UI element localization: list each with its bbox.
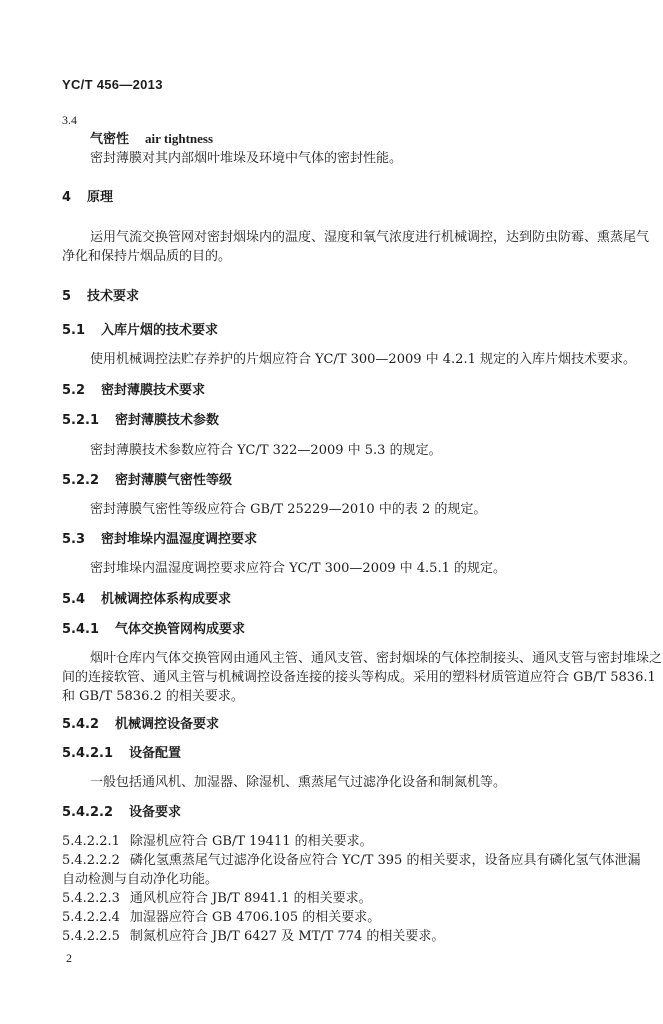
section-heading-5-1 [62,323,218,339]
item-number: 5.4.2.2.3 [62,891,120,906]
section-heading-5 [62,289,139,305]
section-number: 5.3 [62,532,86,547]
section-number: 5.4.2.1 [62,746,113,761]
page-number: 2 [66,951,72,965]
section-number: 5.1 [62,323,86,338]
section-heading-5-2 [62,383,205,399]
section-title: 气体交换管网构成要求 [115,622,246,637]
section-title: 原理 [87,190,114,205]
section-number-3-4: 3.4 [62,113,77,127]
section-title: 密封薄膜技术参数 [115,413,220,428]
section-number: 5.2.2 [62,473,100,488]
item-text: 磷化氢熏蒸尾气过滤净化设备应符合 YC/T 395 的相关要求，设备应具有磷化氢气体泄漏 [129,853,641,868]
paragraph-5-4-1-line-2: 间的连接软管、通风主管与机械调控设备连接的接头等构成。采用的塑料材质管道应符合 GB/T 5836.1 [62,670,656,685]
list-item [62,853,640,869]
item-text: 通风机应符合 JB/T 8941.1 的相关要求。 [129,891,372,906]
term-en: air tightness [145,131,214,146]
section-title: 密封薄膜技术要求 [101,383,206,398]
section-number: 5.2 [62,383,86,398]
section-title: 机械调控体系构成要求 [101,592,232,607]
paragraph-5-2-2: 密封薄膜气密性等级应符合 GB/T 25229—2010 中的表 2 的规定。 [90,502,487,517]
item-text: 制氮机应符合 JB/T 6427 及 MT/T 774 的相关要求。 [129,929,445,944]
section-number: 5 [62,289,72,304]
list-item [62,929,444,945]
list-item-continuation: 自动检测与自动净化功能。 [62,872,219,887]
list-item [62,910,380,926]
section-heading-5-2-2 [62,473,232,489]
section-heading-5-4-2-2 [62,805,181,821]
section-title: 设备要求 [129,805,182,820]
list-item [62,834,373,850]
section-title: 密封薄膜气密性等级 [115,473,233,488]
paragraph-5-4-2-1: 一般包括通风机、加湿器、除湿机、熏蒸尾气过滤净化设备和制氮机等。 [90,775,507,790]
section-title: 机械调控设备要求 [115,717,220,732]
item-number: 5.4.2.2.1 [62,834,120,849]
section-heading-5-4-2-1 [62,746,181,762]
section-title: 技术要求 [87,289,140,304]
term-definition: 密封薄膜对其内部烟叶堆垛及环境中气体的密封性能。 [90,151,403,166]
item-text: 除湿机应符合 GB/T 19411 的相关要求。 [129,834,373,849]
term-zh: 气密性 [90,132,130,147]
item-number: 5.4.2.2.5 [62,929,120,944]
section-number: 5.4.2 [62,717,100,732]
paragraph-4-line-2: 净化和保持片烟品质的目的。 [62,249,232,264]
section-number: 4 [62,190,72,205]
section-heading-5-4-2 [62,717,219,733]
section-number: 5.4.1 [62,622,100,637]
paragraph-5-4-1-line-3: 和 GB/T 5836.2 的相关要求。 [62,689,244,704]
section-heading-5-2-1 [62,413,219,429]
section-heading-5-3 [62,532,257,548]
paragraph-4-line-1: 运用气流交换管网对密封烟垛内的温度、湿度和氧气浓度进行机械调控，达到防虫防霉、熏蒸尾气 [90,230,650,245]
section-title: 密封堆垛内温湿度调控要求 [101,532,258,547]
section-heading-4 [62,190,113,206]
section-number: 5.4 [62,592,86,607]
section-heading-5-4 [62,592,231,608]
section-heading-5-4-1 [62,622,245,638]
section-number: 5.4.2.2 [62,805,113,820]
item-text: 加湿器应符合 GB 4706.105 的相关要求。 [129,910,381,925]
section-title: 设备配置 [129,746,182,761]
term-entry [90,131,213,148]
paragraph-5-3: 密封堆垛内温湿度调控要求应符合 YC/T 300—2009 中 4.5.1 的规定。 [90,561,506,576]
section-title: 入库片烟的技术要求 [101,323,219,338]
item-number: 5.4.2.2.2 [62,853,120,868]
list-item [62,891,372,907]
document-header-id: YC/T 456—2013 [62,77,163,92]
paragraph-5-1: 使用机械调控法贮存养护的片烟应符合 YC/T 300—2009 中 4.2.1 规定的入库片烟技术要求。 [90,352,636,367]
paragraph-5-2-1: 密封薄膜技术参数应符合 YC/T 322—2009 中 5.3 的规定。 [90,443,442,458]
item-number: 5.4.2.2.4 [62,910,120,925]
paragraph-5-4-1-line-1: 烟叶仓库内气体交换管网由通风主管、通风支管、密封烟垛的气体控制接头、通风支管与密封堆垛之 [90,651,663,666]
section-number: 5.2.1 [62,413,100,428]
